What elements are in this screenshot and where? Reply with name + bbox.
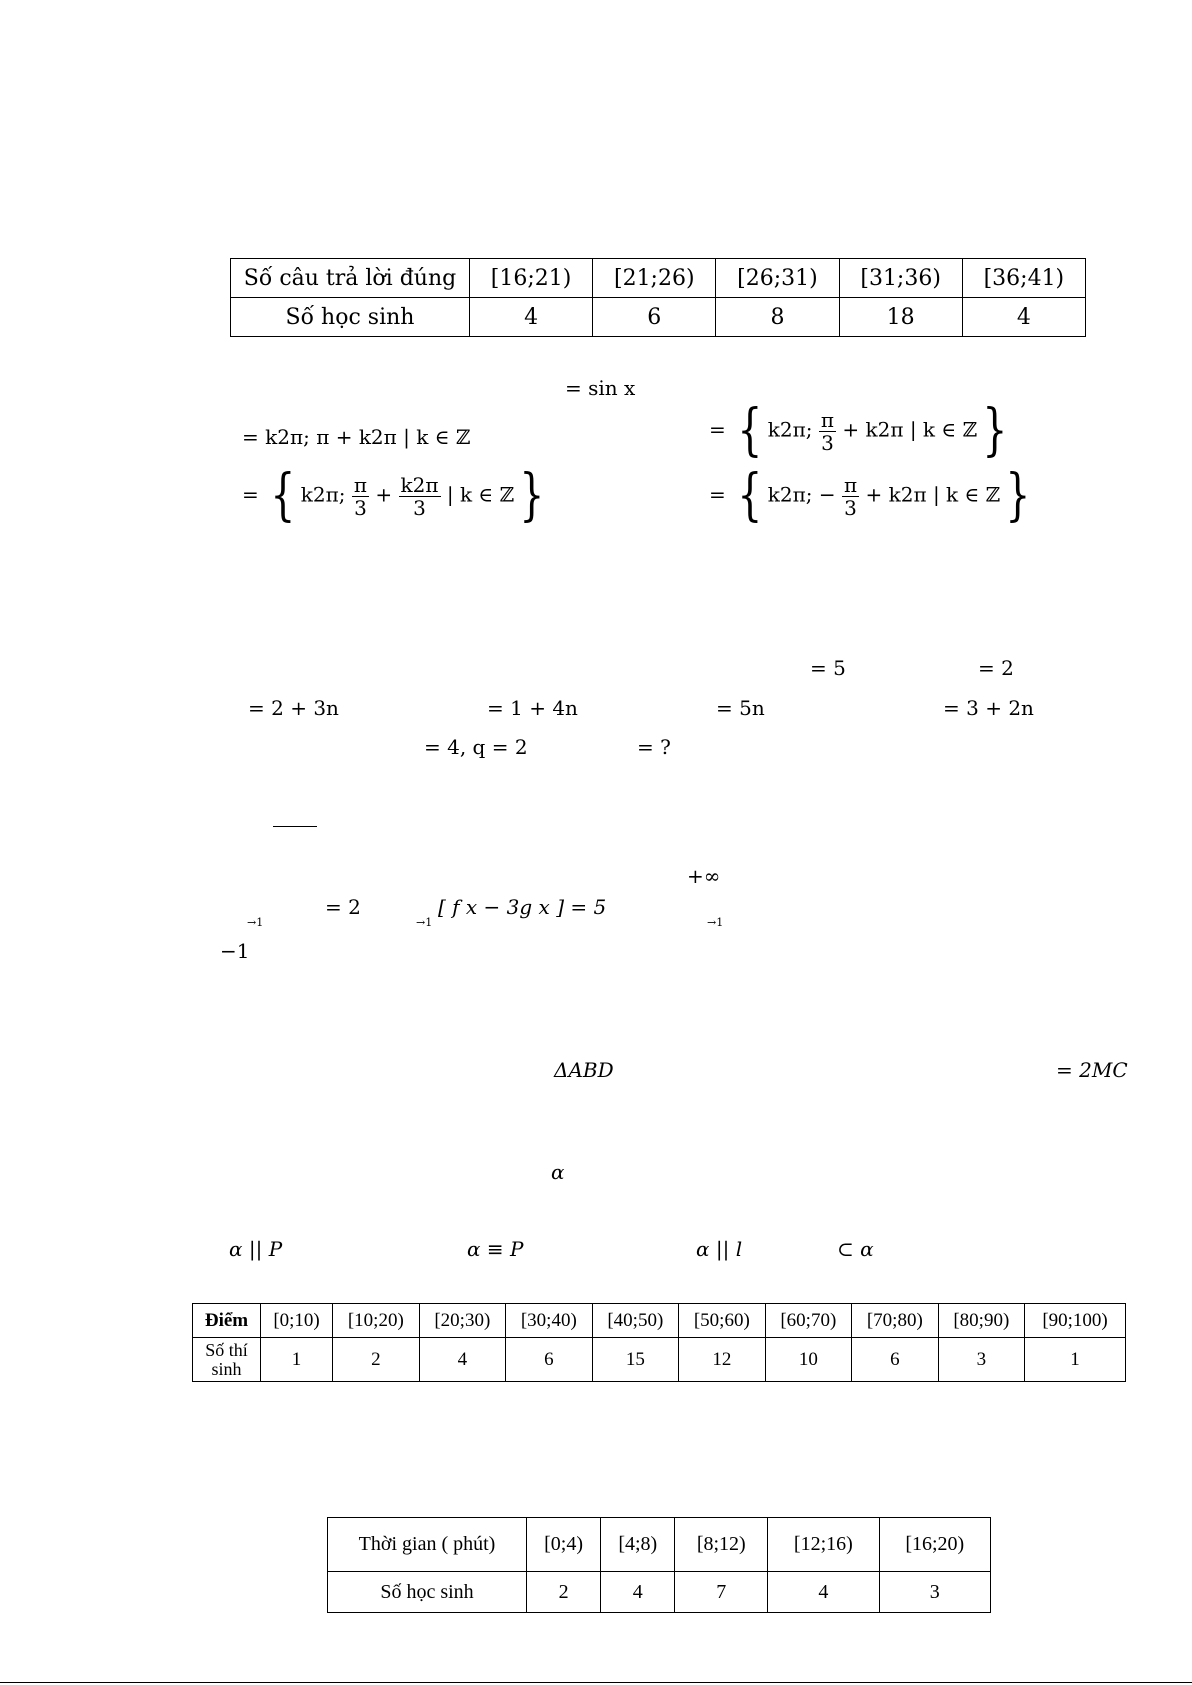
count-cell: 8	[716, 298, 839, 337]
seq-given: = 4, q = 2	[424, 735, 528, 759]
triangle-abd: ΔABD	[554, 1058, 614, 1082]
table-header-cell: Số thí sinh	[193, 1338, 261, 1382]
table-correct-answers	[230, 258, 1086, 337]
interval-cell: [16;21)	[470, 259, 593, 298]
interval-cell: [10;20)	[333, 1304, 420, 1338]
interval-cell: [90;100)	[1025, 1304, 1126, 1338]
mc-relation: = 2MC	[1056, 1058, 1128, 1082]
count-cell: 2	[527, 1572, 601, 1613]
count-cell: 2	[333, 1338, 420, 1382]
interval-cell: [60;70)	[765, 1304, 852, 1338]
count-cell: 4	[768, 1572, 879, 1613]
count-cell: 18	[839, 298, 962, 337]
option-a-sin: = k2π; π + k2π | k ∈ ℤ	[242, 425, 471, 449]
table-header-cell: Số câu trả lời đúng	[231, 259, 470, 298]
count-cell: 4	[419, 1338, 506, 1382]
interval-cell: [0;10)	[261, 1304, 333, 1338]
footer-rule	[0, 1682, 1192, 1683]
interval-cell: [40;50)	[592, 1304, 679, 1338]
option-d-sin: = { k2π; − $\frac{\pi}{3}$ + k2π | k ∈ ℤ}	[709, 463, 1031, 528]
table-header-cell: Số học sinh	[328, 1572, 527, 1613]
count-cell: 4	[470, 298, 593, 337]
count-cell: 4	[601, 1572, 675, 1613]
minus-one: −1	[220, 939, 250, 963]
seq-eq2: = 2	[978, 656, 1014, 680]
seq-option-c: = 5n	[716, 696, 765, 720]
count-cell: 1	[1025, 1338, 1126, 1382]
table-header-cell: Thời gian ( phút)	[328, 1518, 527, 1572]
plane-option-d: ⊂ α	[837, 1237, 874, 1261]
plane-option-a: α || P	[229, 1237, 283, 1261]
plane-option-b: α ≡ P	[467, 1237, 524, 1261]
limit-expression: [ f x − 3g x ] = 5	[438, 895, 607, 919]
seq-eq5: = 5	[810, 656, 846, 680]
interval-cell: [30;40)	[506, 1304, 593, 1338]
seq-ask: = ?	[637, 735, 671, 759]
count-cell: 7	[675, 1572, 768, 1613]
interval-cell: [4;8)	[601, 1518, 675, 1572]
limit-subscript: →1	[247, 916, 264, 929]
interval-cell: [50;60)	[679, 1304, 766, 1338]
interval-cell: [36;41)	[962, 259, 1085, 298]
count-cell: 1	[261, 1338, 333, 1382]
interval-cell: [8;12)	[675, 1518, 768, 1572]
table-header-cell: Điểm	[193, 1304, 261, 1338]
seq-option-b: = 1 + 4n	[487, 696, 578, 720]
count-cell: 15	[592, 1338, 679, 1382]
interval-cell: [70;80)	[852, 1304, 939, 1338]
seq-option-d: = 3 + 2n	[943, 696, 1034, 720]
interval-cell: [80;90)	[938, 1304, 1025, 1338]
seq-option-a: = 2 + 3n	[248, 696, 339, 720]
table-scores	[192, 1303, 1126, 1382]
count-cell: 6	[852, 1338, 939, 1382]
interval-cell: [0;4)	[527, 1518, 601, 1572]
table-header-cell: Số học sinh	[231, 298, 470, 337]
fraction-bar	[273, 826, 317, 827]
count-cell: 12	[679, 1338, 766, 1382]
interval-cell: [31;36)	[839, 259, 962, 298]
count-cell: 6	[593, 298, 716, 337]
count-cell: 10	[765, 1338, 852, 1382]
sin-expression: = sin x	[565, 376, 636, 400]
interval-cell: [26;31)	[716, 259, 839, 298]
limit-subscript: →1	[416, 916, 433, 929]
table-row	[328, 1572, 991, 1613]
interval-cell: [16;20)	[879, 1518, 990, 1572]
limit-eq2: = 2	[325, 895, 361, 919]
count-cell: 6	[506, 1338, 593, 1382]
table-row	[193, 1304, 1126, 1338]
table-row	[328, 1518, 991, 1572]
table-row	[193, 1338, 1126, 1382]
option-c-sin: = { k2π; $\frac{\pi}{3}$ + $\frac{k2\pi}{3}$ | k ∈ ℤ}	[242, 463, 545, 528]
plus-infinity: +∞	[687, 864, 721, 888]
table-time	[327, 1517, 991, 1613]
table-row	[231, 298, 1086, 337]
count-cell: 3	[938, 1338, 1025, 1382]
interval-cell: [20;30)	[419, 1304, 506, 1338]
count-cell: 4	[962, 298, 1085, 337]
plane-option-c: α || l	[696, 1237, 743, 1261]
count-cell: 3	[879, 1572, 990, 1613]
alpha-symbol: α	[551, 1160, 565, 1184]
limit-subscript: →1	[707, 916, 724, 929]
option-b-sin: = { k2π; $\frac{\pi}{3}$ + k2π | k ∈ ℤ}	[709, 398, 1008, 463]
interval-cell: [12;16)	[768, 1518, 879, 1572]
table-row	[231, 259, 1086, 298]
interval-cell: [21;26)	[593, 259, 716, 298]
